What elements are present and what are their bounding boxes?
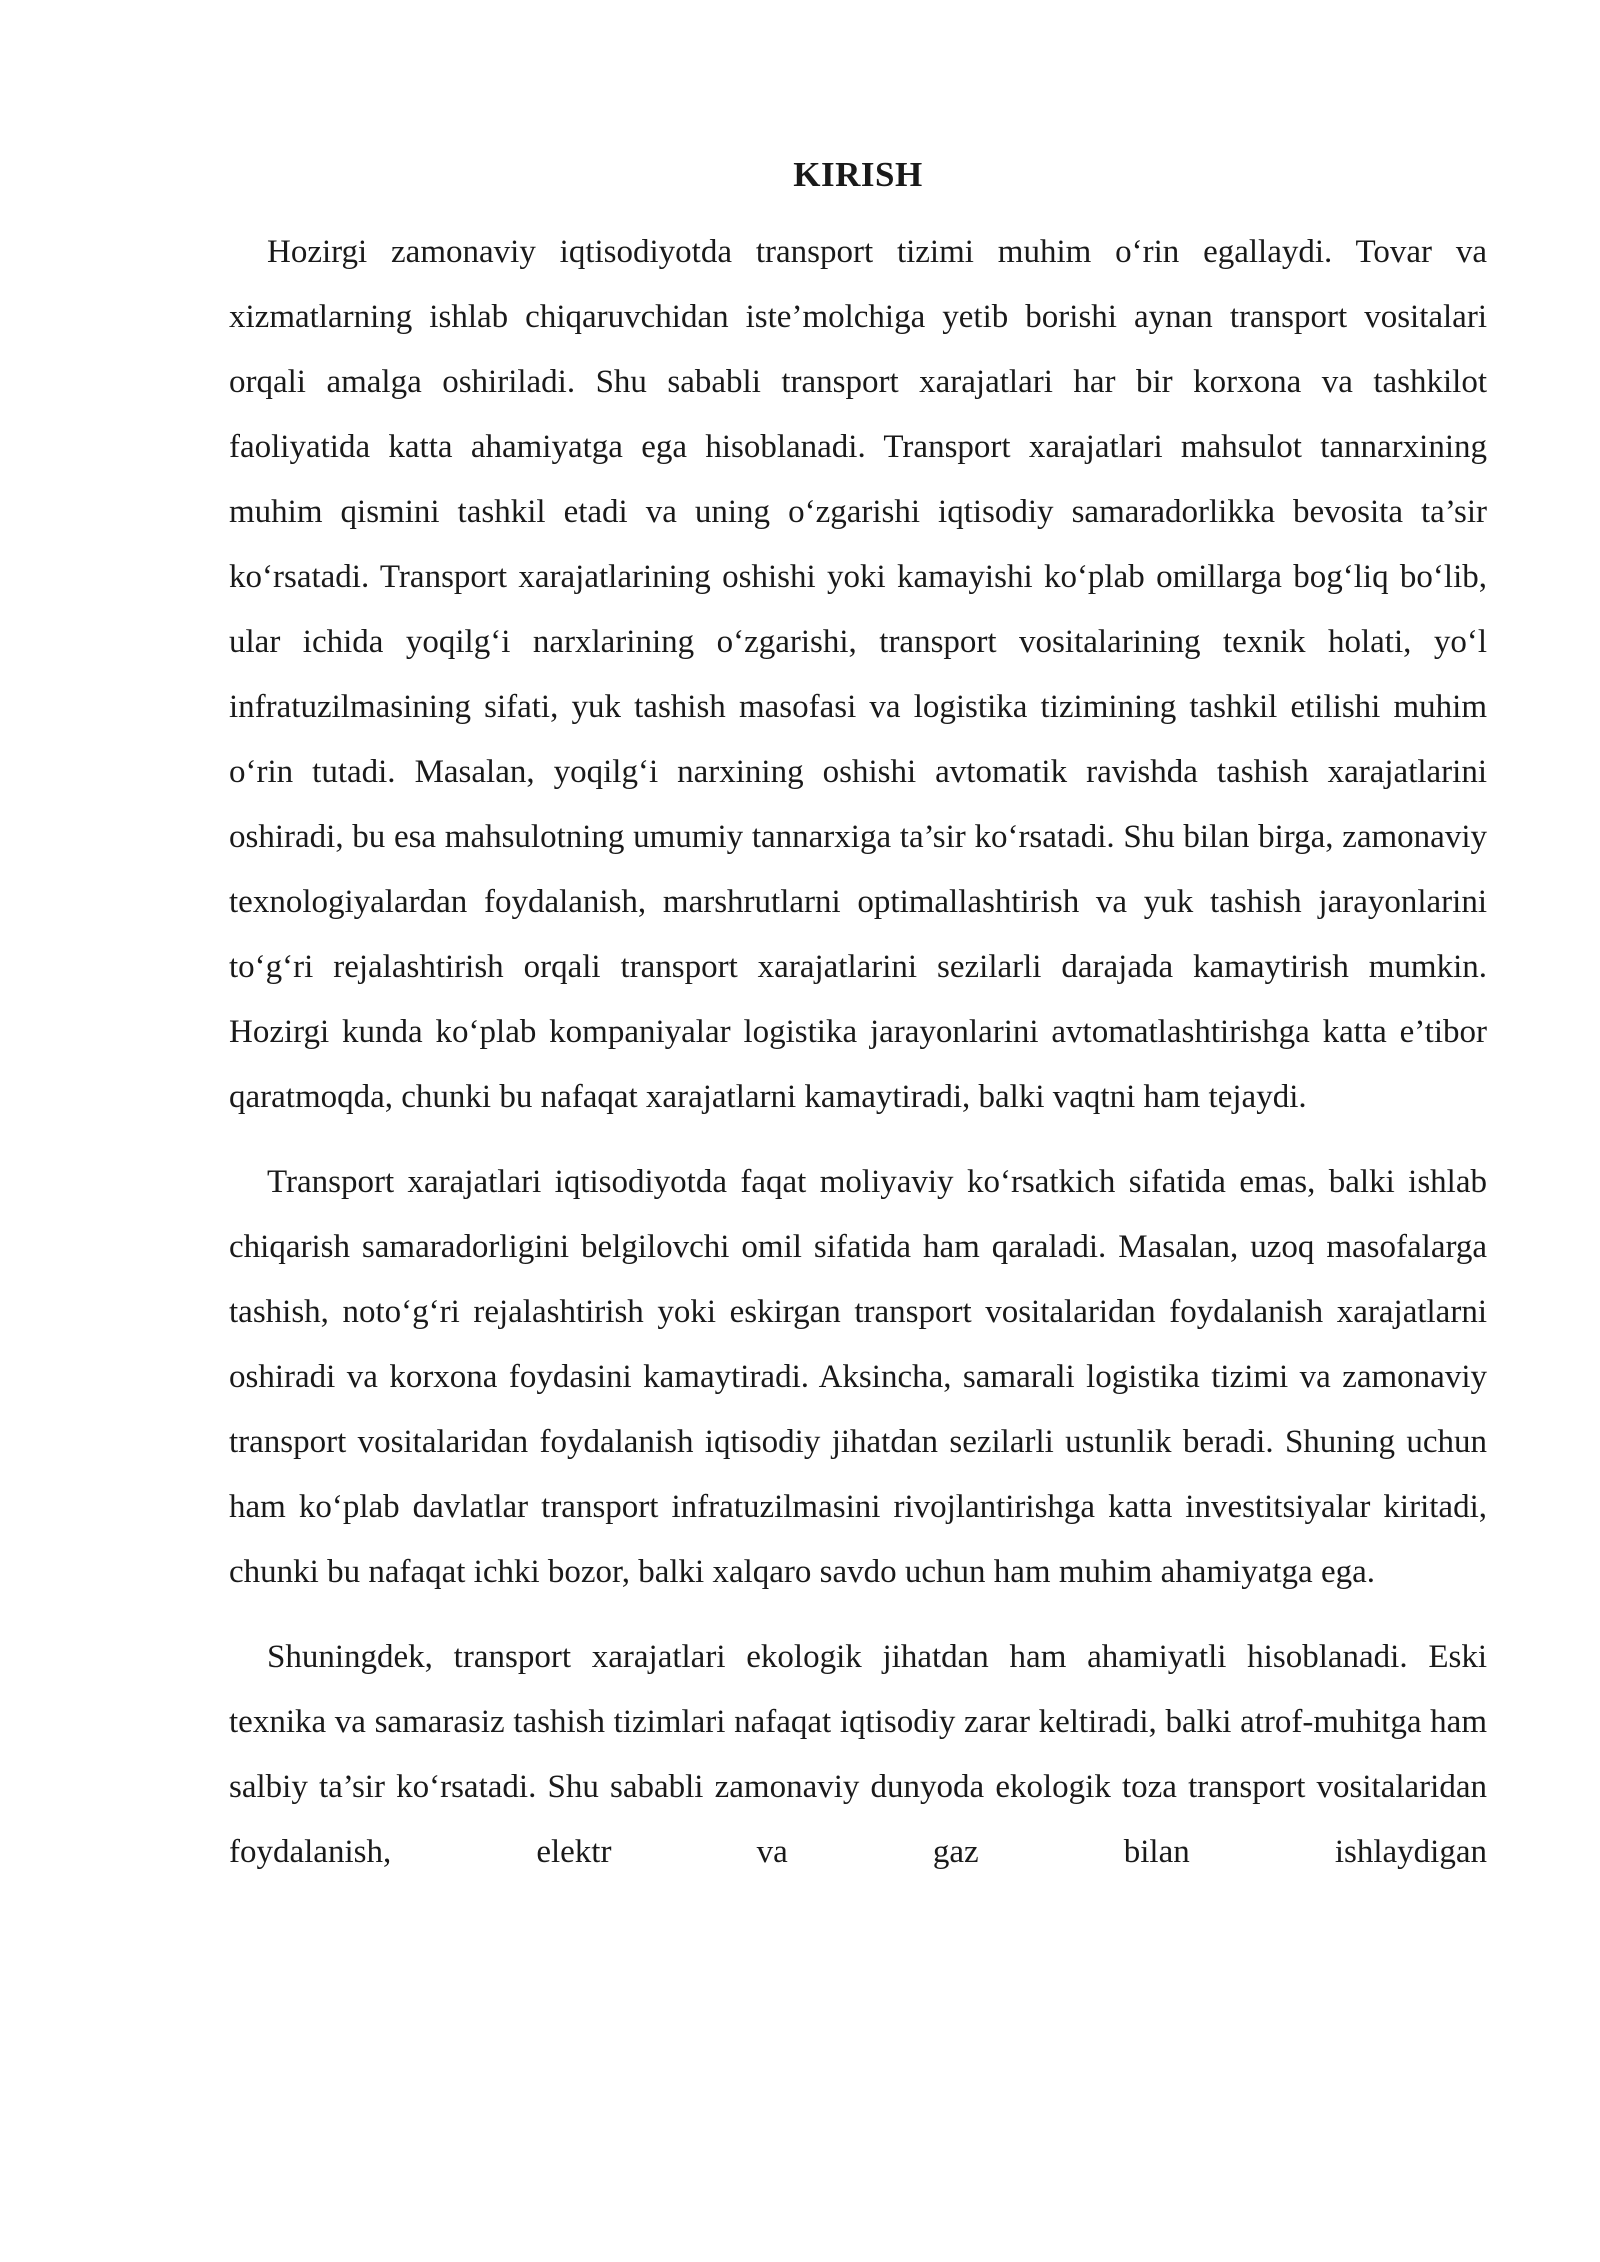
paragraph: Shuningdek, transport xarajatlari ekologik jihatdan ham ahamiyatli hisoblanadi. Eski texnika va samarasiz tashish tizimlari nafaqat iqtisodiy zarar keltiradi, balki atrof-muhitga ham salbiy ta’sir ko‘rsatadi. Shu sababli zamonaviy dunyoda ekologik toza transport vositalaridan foydalanish, elektr va gaz bilan ishlaydigan [229,1639,1487,1870]
paragraph: Hozirgi zamonaviy iqtisodiyotda transport tizimi muhim o‘rin egallaydi. Tovar va xizmatlarning ishlab chiqaruvchidan iste’molchiga yetib borishi aynan transport vositalari orqali amalga oshiriladi. Shu sababli transport xarajatlari har bir korxona va tashkilot faoliyatida katta ahamiyatga ega hisoblanadi. Transport xarajatlari mahsulot tannarxining muhim qismini tashkil etadi va uning o‘zgarishi iqtisodiy samaradorlikka bevosita ta’sir ko‘rsatadi. Transport xarajatlarining oshishi yoki kamayishi ko‘plab omillarga bog‘liq bo‘lib, ular ichida yoqilg‘i narxlarining o‘zgarishi, transport vositalarining texnik holati, yo‘l infratuzilmasining sifati, yuk tashish masofasi va logistika tizimining tashkil etilishi muhim o‘rin tutadi. Masalan, yoqilg‘i narxining oshishi avtomatik ravishda tashish xarajatlarini oshiradi, bu esa mahsulotning umumiy tannarxiga ta’sir ko‘rsatadi. Shu bilan birga, zamonaviy texnologiyalardan foydalanish, marshrutlarni optimallashtirish va yuk tashish jarayonlarini to‘g‘ri rejalashtirish orqali transport xarajatlarini sezilarli darajada kamaytirish mumkin. Hozirgi kunda ko‘plab kompaniyalar logistika jarayonlarini avtomatlashtirishga katta e’tibor qaratmoqda, chunki bu nafaqat xarajatlarni kamaytiradi, balki vaqtni ham tejaydi. [229,234,1487,1115]
paragraph: Transport xarajatlari iqtisodiyotda faqat moliyaviy ko‘rsatkich sifatida emas, balki ishlab chiqarish samaradorligini belgilovchi omil sifatida ham qaraladi. Masalan, uzoq masofalarga tashish, noto‘g‘ri rejalashtirish yoki eskirgan transport vositalaridan foydalanish xarajatlarni oshiradi va korxona foydasini kamaytiradi. Aksincha, samarali logistika tizimi va zamonaviy transport vositalaridan foydalanish iqtisodiy jihatdan sezilarli ustunlik beradi. Shuning uchun ham ko‘plab davlatlar transport infratuzilmasini rivojlantirishga katta investitsiyalar kiritadi, chunki bu nafaqat ichki bozor, balki xalqaro savdo uchun ham muhim ahamiyatga ega. [229,1164,1487,1590]
section-heading: KIRISH [793,155,923,194]
document-page [229,150,1487,1885]
